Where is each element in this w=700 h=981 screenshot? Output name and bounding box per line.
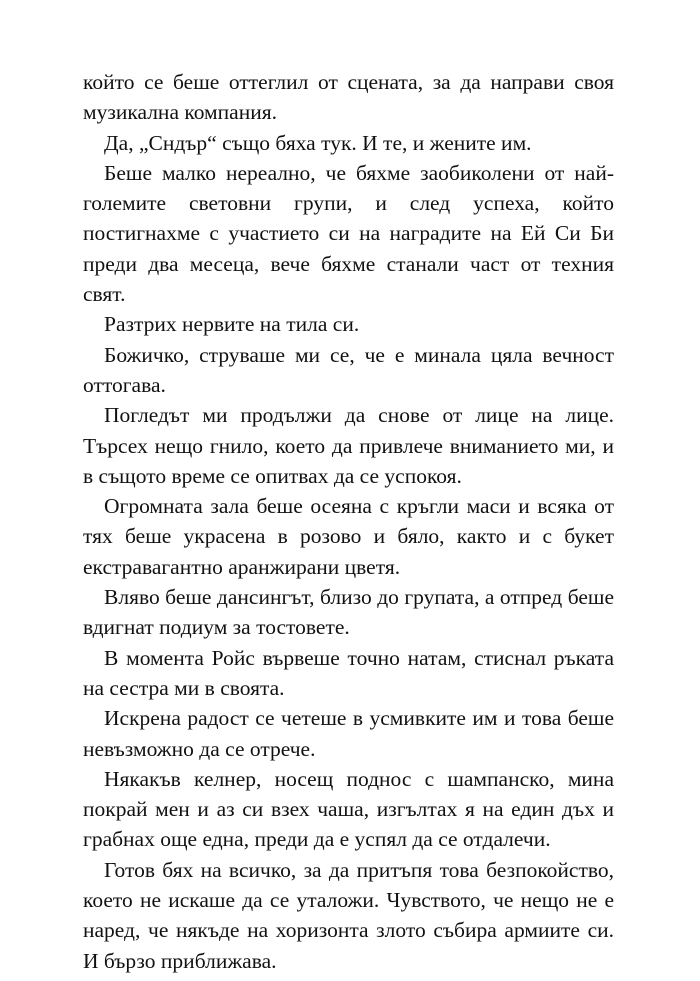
paragraph-3: Беше малко нереално, че бяхме заобиколени от най-големите световни групи, и след успеха, който постигнахме с участието си на наградите на Ей Си Би преди два месеца, вече бяхме станали част от техния свят.: [83, 160, 614, 307]
paragraph-12: Готов бях на всичко, за да притъпя това безпокойство, което не искаше да се уталожи. Чувството, че нещо не е наред, че някъде на хоризонта злото събира армиите си. И бързо приближава.: [83, 857, 614, 973]
paragraph-6: Погледът ми продължи да снове от лице на лице. Търсех нещо гнило, което да привлече вниманието ми, и в същото време се опитвах да се успокоя.: [83, 403, 614, 488]
paragraph-10: Искрена радост се четеше в усмивките им и това беше невъзможно да се отрече.: [83, 706, 614, 761]
paragraph-9: В момента Ройс вървеше точно натам, стиснал ръката на сестра ми в своята.: [83, 645, 614, 700]
paragraph-8: Вляво беше дансингът, близо до групата, а отпред беше вдигнат подиум за тостовете.: [83, 585, 614, 640]
paragraph-11: Някакъв келнер, носещ поднос с шампанско, мина покрай мен и аз си взех чаша, изгълтах я на един дъх и грабнах още една, преди да е успял да се отдалечи.: [83, 766, 614, 852]
book-page-text: [83, 67, 614, 976]
paragraph-2: Да, „Сндър“ също бяха тук. И те, и жените им.: [104, 130, 532, 155]
paragraph-1: който се беше оттеглил от сцената, за да направи своя музикална компания.: [83, 70, 614, 125]
paragraph-7: Огромната зала беше осеяна с кръгли маси и всяка от тях беше украсена в розово и бяло, както и с букет екстравагантно аранжирани цветя.: [83, 494, 614, 579]
paragraph-5: Божичко, струваше ми се, че е минала цяла вечност оттогава.: [83, 342, 614, 397]
paragraph-4: Разтрих нервите на тила си.: [104, 312, 360, 337]
